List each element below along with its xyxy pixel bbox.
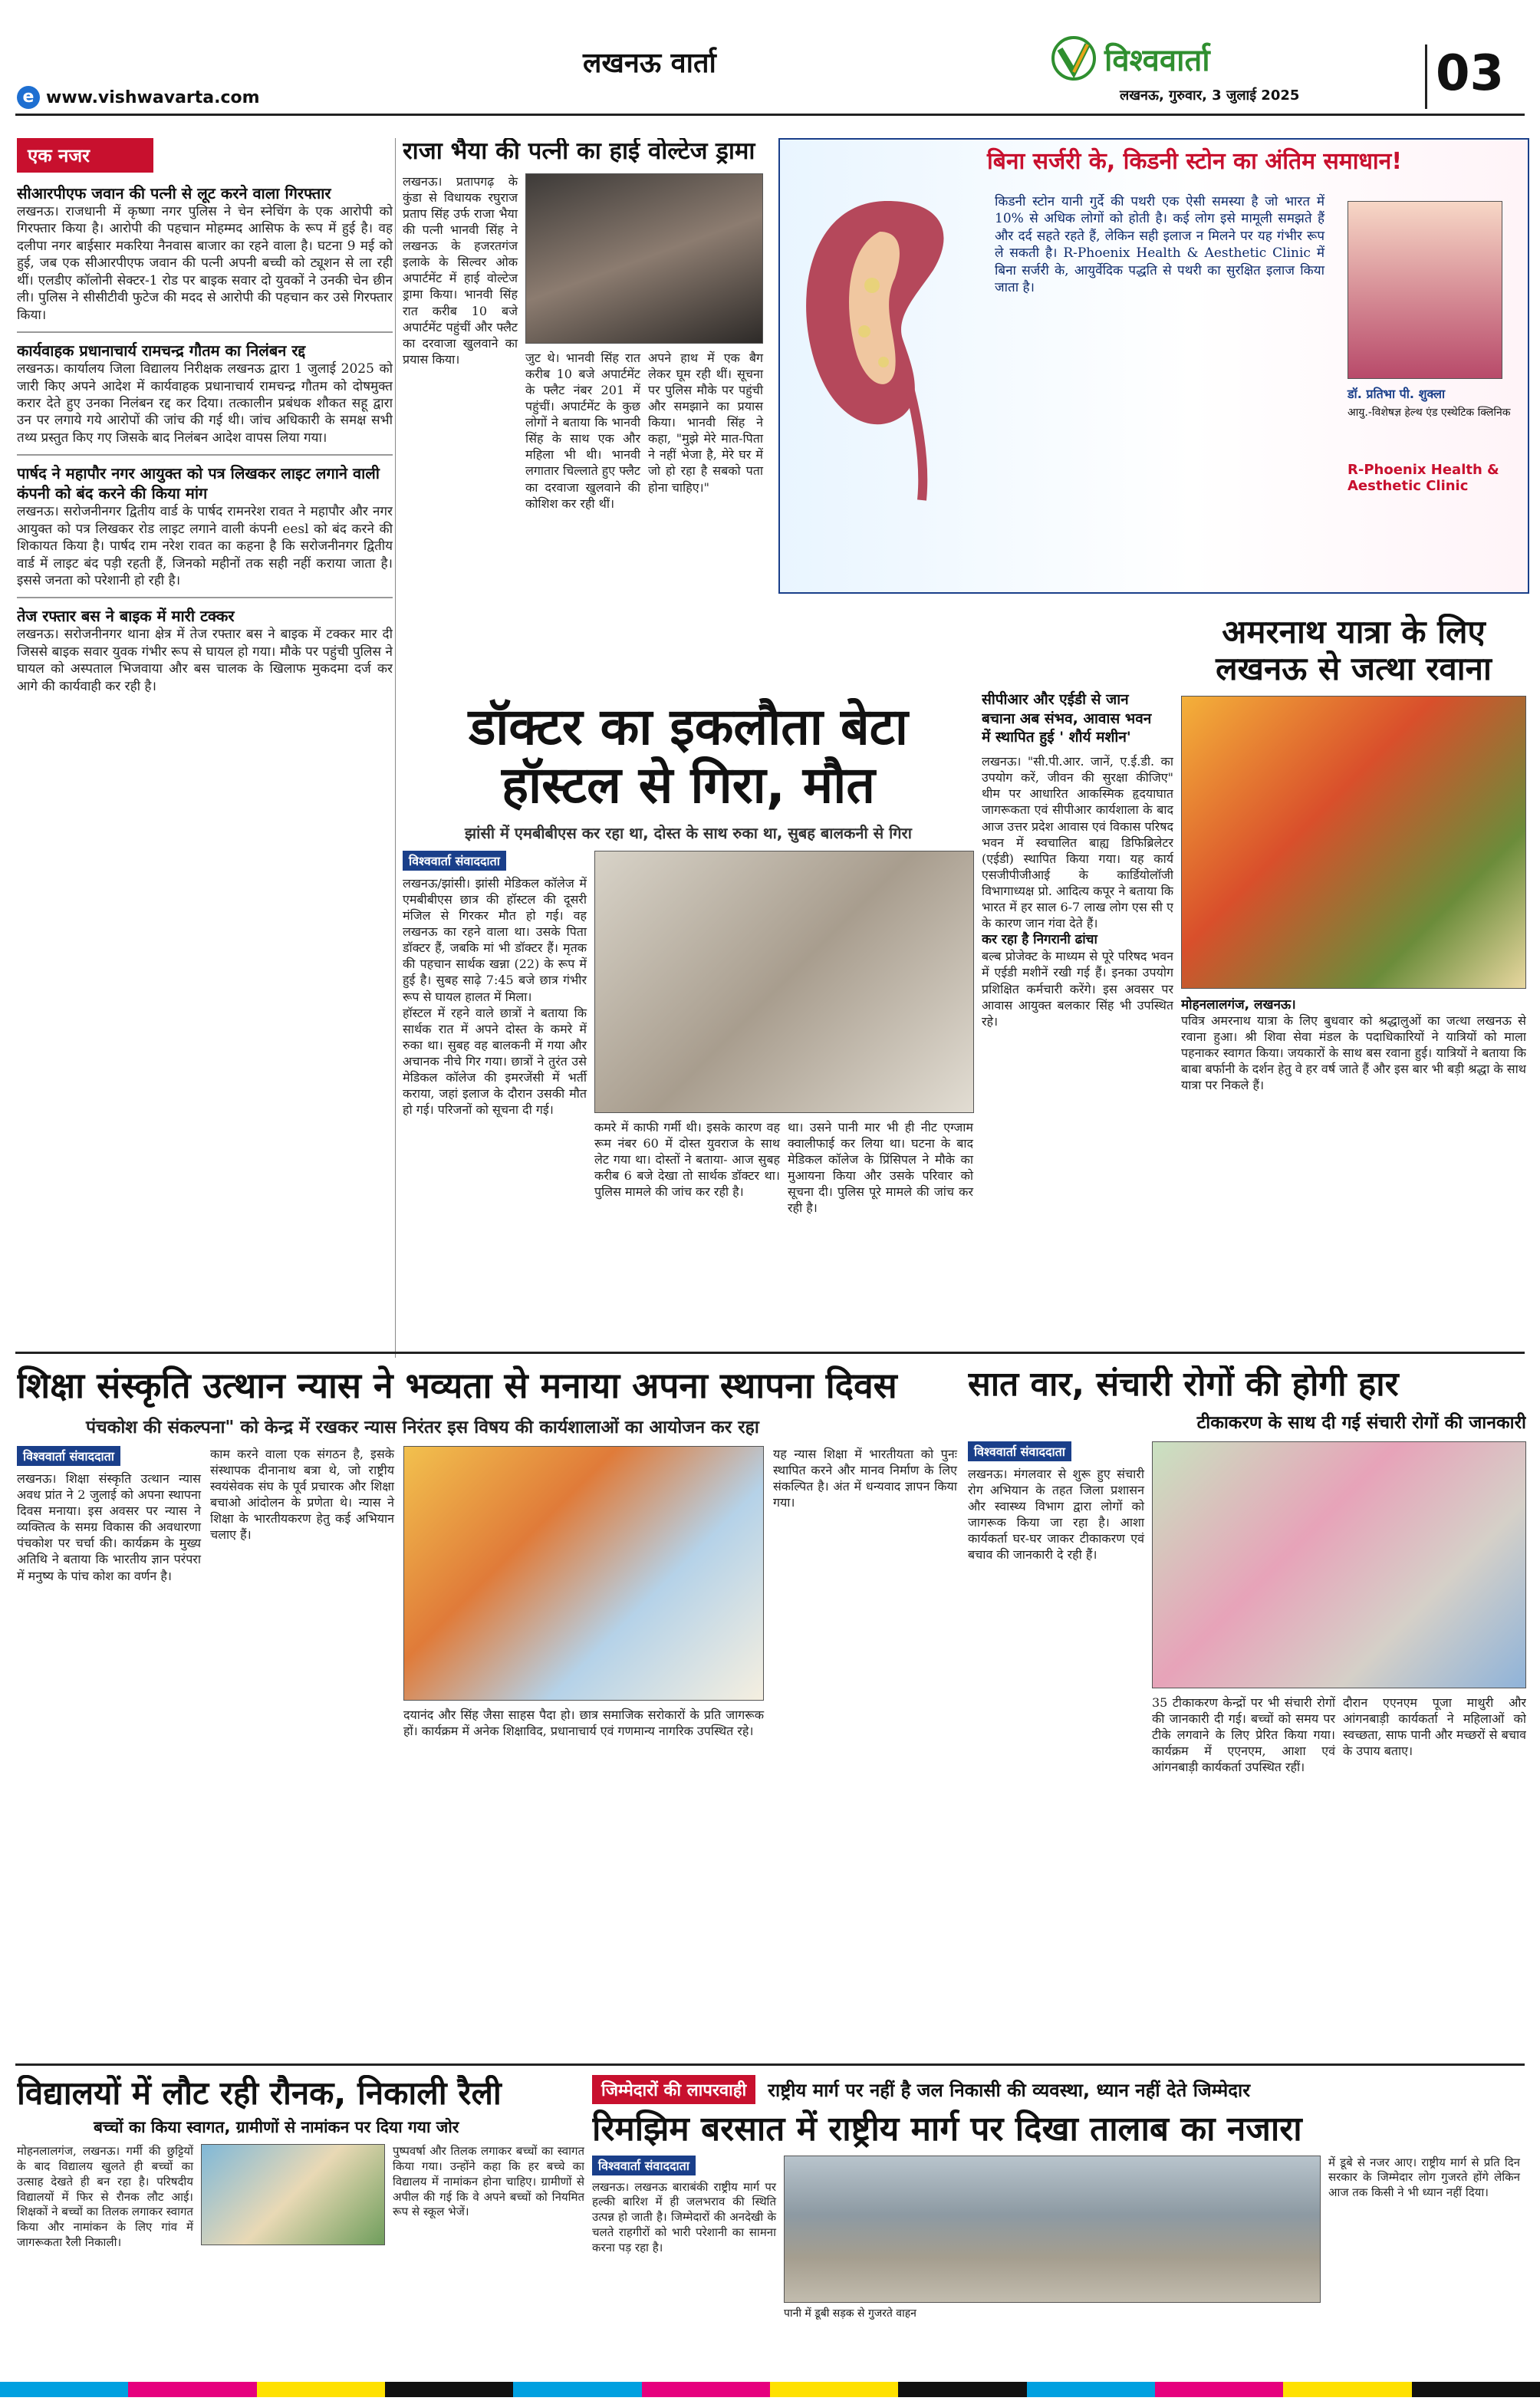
byline: विश्ववार्ता संवाददाता (592, 2156, 696, 2175)
nyas-event-photo (403, 1446, 764, 1701)
page-number: 03 (1436, 45, 1505, 102)
story-deck: झांसी में एमबीबीएस कर रहा था, दोस्त के साथ रुका था, सुबह बालकनी से गिरा (465, 823, 912, 842)
story-deck: टीकाकरण के साथ दी गई संचारी रोगों की जानकारी (1196, 1412, 1526, 1433)
brief-body: लखनऊ। कार्यालय जिला विद्यालय निरीक्षक लखनऊ द्वारा 1 जुलाई 2025 को जारी किए अपने आदेश में कार्यवाहक प्रधानाचार्य रामचन्द्र गौतम को दोषमुक्त करार देते हुए उनका निलंबन रद्द कर दिया। तत्कालीन प्रबंधक शौकत सहू द्वारा उन पर लगाये गये आरोपों की जांच की गई थी। जांच अधिकारी के समक्ष सभी तथ्य प्रस्तुत किए गए जिसके बाद निलंबन आदेश वापस लिया गया। (17, 361, 393, 446)
brief-body: लखनऊ। राजधानी में कृष्णा नगर पुलिस ने चेन स्नेचिंग के एक आरोपी को गिरफ्तार किया है। आरोपी की पहचान मोहम्मद आसिफ के रूप में हुई है। वह दलीपा नगर बाईसार मकरिया नैनवास बाजार का रहने वाला है। घटना 9 मई को हुई, जब एक सीआरपीएफ जवान की पत्नी अपनी बच्ची को ट्यूशन से ला रही थीं। एलडीए कॉलोनी सेक्टर-1 रोड पर बाइक सवार दो युवकों ने उनकी चेन छीन ली। पुलिस ने सीसीटीवी फुटेज की मदद से आरोपी की पहचान कर उसे गिरफ्तार किया। (17, 204, 393, 323)
story-column: हॉस्टल में रहने वाले छात्रों ने बताया कि सार्थक रात में अपने दोस्त के कमरे में रुका था। सुबह वह बालकनी में गया और अचानक नीचे गिर गया। छात्रों ने तुरंत उसे मेडिकल कॉलेज की इमरजेंसी में भर्ती कराया, जहां इलाज के दौरान उसकी मौत हो गई। परिजनों को सूचना दी गई। (403, 1005, 587, 1118)
color-mark (1027, 2382, 1155, 2397)
color-mark (898, 2382, 1026, 2397)
story-deck: राष्ट्रीय मार्ग पर नहीं है जल निकासी की व्यवस्था, ध्यान नहीं देते जिम्मेदार (768, 2079, 1251, 2101)
brand-logo: विश्ववार्ता (1051, 35, 1210, 81)
story-column: यह न्यास शिक्षा में भारतीयता को पुनः स्थापित करने और मानव निर्माण के लिए संकल्पित है। अंत में धन्यवाद ज्ञापन किया गया। (773, 1446, 957, 1510)
raja-bhaiya-story (403, 138, 771, 690)
story-headline: विद्यालयों में लौट रही रौनक, निकाली रैली (17, 2075, 502, 2112)
header-rule (15, 114, 1525, 116)
story-column: दौरान एएनएम पूजा माथुरी और आंगनबाड़ी कार्यकर्ता ने महिलाओं को स्वच्छता, साफ पानी और मच्छरों से बचाव के उपाय बताए। (1343, 1695, 1526, 1758)
color-mark (770, 2382, 898, 2397)
header-divider (1425, 44, 1427, 109)
story-column: लखनऊ। मंगलवार से शुरू हुए संचारी रोग अभियान के तहत जिला प्रशासन और स्वास्थ्य विभाग द्वारा लोगों को जागरूक किया जा रहा है। आशा कार्यकर्ता घर-घर जाकर टीकाकरण एवं बचाव की जानकारी दे रही हैं। (968, 1466, 1144, 1563)
story-column: काम करने वाला एक संगठन है, इसके संस्थापक दीनानाथ बत्रा थे, जो राष्ट्रीय स्वयंसेवक संघ के पूर्व प्रचारक और शिक्षा बचाओ आंदोलन के प्रणेता थे। न्यास ने शिक्षा के भारतीयकरण हेतु कई अभियान चलाए हैं। (210, 1446, 394, 1543)
story-headline: शिक्षा संस्कृति उत्थान न्यास ने भव्यता से मनाया अपना स्थापना दिवस (17, 1365, 897, 1406)
photo-caption: पानी में डूबी सड़क से गुजरते वाहन (784, 2307, 916, 2320)
print-color-marks (0, 2382, 1540, 2397)
color-mark (1412, 2382, 1540, 2397)
story-body: पवित्र अमरनाथ यात्रा के लिए बुधवार को श्रद्धालुओं का जत्था लखनऊ से रवाना हुआ। श्री शिवा सेवा मंडल के पदाधिकारियों ने यात्रियों को माला पहनाकर स्वागत किया। जयकारों के साथ बस रवाना हुई। यात्रियों ने बताया कि बाबा बर्फानी के दर्शन हेतु वे हर वर्ष जाते हैं और इस बार भी बड़ी श्रद्धा के साथ यात्रा पर निकले हैं। (1181, 1013, 1526, 1093)
website-link[interactable]: e www.vishwavarta.com (17, 86, 260, 109)
color-mark (257, 2382, 385, 2397)
doctor-photo (1348, 201, 1502, 379)
byline: विश्ववार्ता संवाददाता (968, 1441, 1071, 1461)
story-tag: जिम्मेदारों की लापरवाही (592, 2075, 755, 2104)
color-mark (128, 2382, 256, 2397)
kidney-stone-ad (778, 138, 1529, 594)
doctor-son-story (403, 698, 974, 1335)
story-column: मोहनलालगंज, लखनऊ। गर्मी की छुट्टियों के बाद विद्यालय खुलते ही बच्चों का उत्साह देखते ही बन रहा है। परिषदीय विद्यालयों में फिर से रौनक लौट आई। शिक्षकों ने बच्चों का तिलक लगाकर स्वागत किया और नामांकन के लिए गांव में जागरूकता रैली निकाली। (17, 2144, 193, 2250)
story-column: था। उसने पानी मार भी ही नीट एग्जाम क्वालीफाई कर लिया था। घटना के बाद मेडिकल कॉलेज के प्रिंसिपल ने मौके का मुआयना किया और उसके परिवार को सूचना दी। पुलिस पूरे मामले की जांच कर रही है। (788, 1119, 973, 1216)
section-rule (15, 1352, 1525, 1354)
section-rule (15, 2063, 1525, 2066)
masthead (0, 0, 1540, 115)
story-column: लखनऊ। प्रतापगढ़ के कुंडा से विधायक रघुराज प्रताप सिंह उर्फ राजा भैया की पत्नी भानवी सिंह ने लखनऊ के हजरतगंज इलाके के सिल्वर ओक अपार्टमेंट में हाई वोल्टेज ड्रामा किया। भानवी सिंह रात करीब 10 बजे अपार्टमेंट पहुंचीं और फ्लैट का दरवाजा खुलवाने का प्रयास किया। (403, 173, 518, 367)
story-column: लखनऊ/झांसी। झांसी मेडिकल कॉलेज में एमबीबीएस छात्र की हॉस्टल की दूसरी मंजिल से गिरकर मौत हो गई। वह लखनऊ का रहने वाला था। उसके पिता डॉक्टर हैं, जबकि मां भी डॉक्टर हैं। मृतक की पहचान सार्थक खन्ना (22) के रूप में हुई है। सुबह साढ़े 7:45 बजे छात्र गंभीर रूप से घायल हालत में मिला। (403, 875, 587, 1004)
doctor-name: डॉ. प्रतिभा पी. शुक्ला (1348, 387, 1446, 401)
dateline: लखनऊ, गुरुवार, 3 जुलाई 2025 (1120, 87, 1300, 104)
brief-body: लखनऊ। सरोजनीनगर द्वितीय वार्ड के पार्षद रामनरेश रावत ने महापौर और नगर आयुक्त को पत्र लिखकर रोड लाइट लगाने वाली कंपनी eesl को बंद करने की शिकायत किया है। पार्षद राम नरेश रावत का कहना है कि सरोजनीनगर द्वितीय वार्ड में लाइट बंद पड़ी रहती हैं, जिनको महीनों तक सही नहीं कराया जाता है। इससे जनता को परेशानी हो रही है। (17, 504, 393, 588)
story-headline: डॉक्टर का इकलौता बेटा (468, 698, 909, 756)
waterlogged-road-photo (784, 2156, 1321, 2303)
brief-heading: सीआरपीएफ जवान की पत्नी से लूट करने वाला गिरफ्तार (17, 184, 331, 203)
amarnath-photo (1181, 696, 1526, 989)
story-deck: सीपीआर और एईडी से जान (982, 691, 1129, 708)
story-headline: हॉस्टल से गिरा, मौत (502, 755, 875, 815)
story-body: लखनऊ। "सी.पी.आर. जानें, ए.ई.डी. का उपयोग करें, जीवन की सुरक्षा कीजिए" थीम पर आधारित आकस्मिक हृदयाघात जागरूकता एवं सीपीआर कार्यशाला के बाद आज उत्तर प्रदेश आवास एवं विकास परिषद भवन में स्वचालित बाह्य डिफिब्रिलेटर (एईडी) स्थापित किया गया। यह कार्य एसजीपीजीआई के कार्डियोलॉजी विभागाध्यक्ष प्रो. आदित्य कपूर ने बताया कि भारत में हर साल 6-7 लाख लोग एस सी ए के कारण जान गंवा देते हैं। (982, 754, 1173, 931)
saat-vaar-story (968, 1365, 1526, 2056)
story-column: जुट थे। भानवी सिंह रात करीब 10 बजे अपार्टमेंट के फ्लैट नंबर 201 में पहुंचीं। अपार्टमेंट के कुछ लोगों ने बताया कि भानवी सिंह के साथ एक और महिला भी थी। भानवी लगातार चिल्लाते हुए फ्लैट का दरवाजा खुलवाने की कोशिश कर रही थीं। (525, 350, 640, 511)
story-column: कमरे में काफी गर्मी थी। इसके कारण वह रूम नंबर 60 में दोस्त युवराज के साथ लेट गया था। दोस्तों ने बताया- आज सुबह करीब 6 बजे देखा तो सार्थक डॉक्टर था। पुलिस मामले की जांच कर रही है। (594, 1119, 780, 1200)
school-rally-photo (201, 2144, 385, 2245)
byline: विश्ववार्ता संवाददाता (403, 851, 506, 871)
story-column: पुष्पवर्षा और तिलक लगाकर बच्चों का स्वागत किया गया। उन्होंने कहा कि हर बच्चे का विद्यालय में नामांकन होना चाहिए। ग्रामीणों से अपील की गई कि वे अपने बच्चों को नियमित रूप से स्कूल भेजें। (393, 2144, 584, 2219)
hostel-photo (594, 851, 974, 1113)
color-mark (642, 2382, 770, 2397)
globe-logo-icon (1051, 35, 1097, 81)
story-subhead: कर रहा है निगरानी ढांचा (982, 932, 1097, 948)
shaurya-machine-story (982, 690, 1173, 1335)
color-mark (513, 2382, 641, 2397)
vaccination-photo (1152, 1441, 1526, 1688)
story-headline: राजा भैया की पत्नी का हाई वोल्टेज ड्रामा (403, 138, 755, 165)
rimjhim-story (592, 2075, 1526, 2363)
story-column: दयानंद और सिंह जैसा साहस पैदा हो। छात्र समाजिक सरोकारों के प्रति जागरूक हों। कार्यक्रम में अनेक शिक्षाविद, प्रधानाचार्य एवं गणमान्य नागरिक उपस्थित रहे। (403, 1707, 764, 1738)
story-column: लखनऊ। लखनऊ बाराबंकी राष्ट्रीय मार्ग पर हल्की बारिश में ही जलभराव की स्थिति उत्पन्न हो जाती है। जिम्मेदारों की अनदेखी के चलते राहगीरों को भारी परेशानी का सामना करना पड़ रहा है। (592, 2179, 776, 2254)
story-body: बल्ब प्रोजेक्ट के माध्यम से पूरे परिषद भवन में एईडी मशीनें रखी गई हैं। इनका उपयोग प्रशिक्षित कर्मचारी करेंगे। इस अवसर पर आवास आयुक्त बलकार सिंह भी उपस्थित रहे। (982, 949, 1173, 1029)
story-column: लखनऊ। शिक्षा संस्कृति उत्थान न्यास अवध प्रांत ने 2 जुलाई को अपना स्थापना दिवस मनाया। इस अवसर पर न्यास ने व्यक्तित्व के समग्र विकास की अवधारणा पंचकोश पर चर्चा की। कार्यक्रम के मुख्य अतिथि ने बताया कि भारतीय ज्ञान परंपरा में मनुष्य के पांच कोश का वर्णन है। (17, 1471, 201, 1583)
story-headline: सात वार, संचारी रोगों की होगी हार (968, 1365, 1399, 1404)
brief-heading: पार्षद ने महापौर नगर आयुक्त को पत्र लिखकर लाइट लगाने वाली कंपनी को बंद करने की किया मांग (17, 464, 380, 503)
ek-nazar-tag: एक नजर (17, 138, 153, 173)
story-deck: बच्चों का किया स्वागत, ग्रामीणों से नामांकन पर दिया गया जोर (94, 2118, 459, 2137)
story-column: में डूबे से नजर आए। राष्ट्रीय मार्ग से प्रति दिन सरकार के जिम्मेदार लोग गुजरते होंगे लेकिन आज तक किसी ने भी ध्यान नहीं दिया। (1328, 2155, 1520, 2200)
section-title: लखनऊ वार्ता (583, 48, 716, 79)
story-deck: में स्थापित हुई ' शौर्य मशीन' (982, 729, 1131, 746)
story-deck: पंचकोश की संकल्पना" को केन्द्र में रखकर न्यास निरंतर इस विषय की कार्यशालाओं का आयोजन कर रहा (86, 1417, 759, 1438)
web-icon: e (17, 86, 40, 109)
color-mark (385, 2382, 513, 2397)
story-column: 35 टीकाकरण केन्द्रों पर भी संचारी रोगों की जानकारी दी गई। बच्चों को समय पर टीके लगवाने के लिए प्रेरित किया गया। कार्यक्रम में एएनएम, आशा एवं आंगनबाड़ी कार्यकर्ता उपस्थित रहीं। (1152, 1695, 1335, 1775)
color-mark (1155, 2382, 1283, 2397)
brief-heading: तेज रफ्तार बस ने बाइक में मारी टक्कर (17, 607, 235, 626)
column-divider (395, 138, 396, 1358)
story-headline: अमरनाथ यात्रा के लिए (1222, 614, 1486, 650)
ad-title: बिना सर्जरी के, किडनी स्टोन का अंतिम समाधान! (987, 148, 1403, 175)
story-column: अपने हाथ में एक बैग लेकर घूम रही थीं। सूचना पर पुलिस मौके पर पहुंची और समझाने का प्रयास किया। भानवी सिंह ने कहा, "मुझे मेरे मात-पिता ने नहीं भेजा है, मेरे घर में जो हो रहा है सबको पता होना चाहिए।" (648, 350, 763, 495)
amarnath-story (1181, 614, 1526, 1335)
vidyalay-story (17, 2075, 584, 2363)
story-headline: रिमझिम बरसात में राष्ट्रीय मार्ग पर दिखा तालाब का नजारा (592, 2110, 1302, 2149)
color-mark (0, 2382, 128, 2397)
brief-body: लखनऊ। सरोजनीनगर थाना क्षेत्र में तेज रफ्तार बस ने बाइक में टक्कर मार दी जिससे बाइक सवार युवक गंभीर रूप से घायल हो गया। मौके पर पहुंची पुलिस ने घायल को अस्पताल भिजवाया और बस चालक के खिलाफ मुकदमा दर्ज कर आगे की कार्यवाही कर रही है। (17, 627, 393, 694)
shiksha-nyas-story (17, 1365, 960, 2056)
ad-body: किडनी स्टोन यानी गुर्दे की पथरी एक ऐसी समस्या है जो भारत में 10% से अधिक लोगों को होती है। कई लोग इसे मामूली समझते हैं और दर्द सहते रहते हैं, लेकिन सही इलाज न मिलने पर यह गंभीर रूप ले सकती है। R-Phoenix Health & Aesthetic Clinic में बिना सर्जरी के, आयुर्वेदिक पद्धति से पथरी का सुरक्षित इलाज किया जाता है। (995, 194, 1324, 296)
photo-caption: मोहनलालगंज, लखनऊ। (1181, 996, 1296, 1013)
story-headline: लखनऊ से जत्था रवाना (1216, 650, 1492, 688)
doctor-title: आयु.-विशेषज्ञ हेल्थ एंड एस्थेटिक क्लिनिक (1348, 407, 1511, 419)
brief-heading: कार्यवाहक प्रधानाचार्य रामचन्द्र गौतम का निलंबन रद्द (17, 341, 306, 361)
byline: विश्ववार्ता संवाददाता (17, 1446, 120, 1466)
color-mark (1283, 2382, 1411, 2397)
story-deck: बचाना अब संभव, आवास भवन (982, 710, 1152, 727)
clinic-name: R-Phoenix Health & Aesthetic Clinic (1348, 462, 1499, 494)
raja-bhaiya-photo (525, 173, 763, 344)
ek-nazar-column (17, 138, 393, 1396)
kidney-illustration (788, 186, 987, 508)
